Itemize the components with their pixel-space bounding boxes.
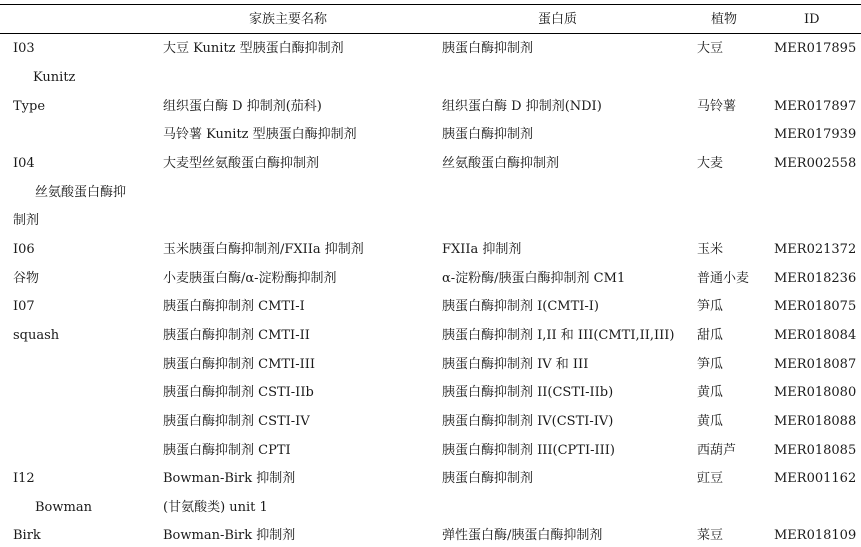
name-cell: 组织蛋白酶 D 抑制剂(茄科) — [163, 99, 322, 114]
id-cell: MER002558 — [774, 156, 857, 171]
protein-cell: 组织蛋白酶 D 抑制剂(NDI) — [442, 99, 602, 114]
id-cell: MER018236 — [774, 271, 857, 286]
id-cell: MER018109 — [774, 528, 857, 543]
name-cell: 胰蛋白酶抑制剂 CSTI-IIb — [163, 385, 314, 400]
id-cell: MER018084 — [774, 328, 857, 343]
name-cell: Bowman-Birk 抑制剂 — [163, 471, 296, 486]
id-cell: MER017897 — [774, 99, 857, 114]
name-cell: 胰蛋白酶抑制剂 CPTI — [163, 443, 291, 458]
header-protein: 蛋白质 — [538, 12, 578, 27]
id-cell: MER018085 — [774, 443, 857, 458]
table-top-rule — [0, 4, 861, 5]
protein-cell: 胰蛋白酶抑制剂 II(CSTI-IIb) — [442, 385, 614, 400]
family-cell: Birk — [13, 528, 41, 543]
name-cell: 小麦胰蛋白酶/α-淀粉酶抑制剂 — [163, 271, 337, 286]
id-cell: MER018088 — [774, 414, 857, 429]
family-cell: I03 — [13, 41, 35, 56]
family-cell: 制剂 — [13, 213, 40, 228]
plant-cell: 笋瓜 — [697, 357, 724, 372]
protein-cell: 弹性蛋白酶/胰蛋白酶抑制剂 — [442, 528, 603, 543]
plant-cell: 菜豆 — [697, 528, 724, 543]
id-cell: MER018075 — [774, 299, 857, 314]
family-cell: Kunitz — [33, 70, 76, 85]
family-cell: 谷物 — [13, 271, 40, 286]
protein-cell: 胰蛋白酶抑制剂 IV(CSTI-IV) — [442, 414, 614, 429]
plant-cell: 甜瓜 — [697, 328, 724, 343]
family-cell: Type — [13, 99, 46, 114]
protein-cell: 胰蛋白酶抑制剂 — [442, 471, 534, 486]
family-cell: 丝氨酸蛋白酶抑 — [35, 185, 127, 200]
id-cell: MER018080 — [774, 385, 857, 400]
id-cell: MER001162 — [774, 471, 857, 486]
table-header-rule — [0, 33, 861, 34]
plant-cell: 马铃薯 — [697, 99, 737, 114]
plant-cell: 西葫芦 — [697, 443, 737, 458]
family-cell: I04 — [13, 156, 35, 171]
protein-cell: 丝氨酸蛋白酶抑制剂 — [442, 156, 560, 171]
protein-cell: FXIIa 抑制剂 — [442, 242, 522, 257]
id-cell: MER017939 — [774, 127, 857, 142]
family-cell: I12 — [13, 471, 35, 486]
family-cell: I07 — [13, 299, 35, 314]
name-cell: 马铃薯 Kunitz 型胰蛋白酶抑制剂 — [163, 127, 357, 142]
id-cell: MER021372 — [774, 242, 857, 257]
plant-cell: 玉米 — [697, 242, 724, 257]
header-name: 家族主要名称 — [249, 12, 328, 27]
protein-cell: 胰蛋白酶抑制剂 — [442, 41, 534, 56]
name-cell: 大麦型丝氨酸蛋白酶抑制剂 — [163, 156, 320, 171]
plant-cell: 黄瓜 — [697, 385, 724, 400]
name-cell: 大豆 Kunitz 型胰蛋白酶抑制剂 — [163, 41, 344, 56]
protein-cell: 胰蛋白酶抑制剂 I,II 和 III(CMTI,II,III) — [442, 328, 675, 343]
id-cell: MER018087 — [774, 357, 857, 372]
family-cell: I06 — [13, 242, 35, 257]
protein-cell: α-淀粉酶/胰蛋白酶抑制剂 CM1 — [442, 271, 626, 286]
family-cell: squash — [13, 328, 60, 343]
plant-cell: 大豆 — [697, 41, 724, 56]
header-plant: 植物 — [711, 12, 738, 27]
protein-cell: 胰蛋白酶抑制剂 — [442, 127, 534, 142]
plant-cell: 大麦 — [697, 156, 724, 171]
name-cell: Bowman-Birk 抑制剂 — [163, 528, 296, 543]
header-id: ID — [804, 12, 820, 27]
name-cell: 胰蛋白酶抑制剂 CMTI-III — [163, 357, 315, 372]
protein-cell: 胰蛋白酶抑制剂 I(CMTI-I) — [442, 299, 600, 314]
plant-cell: 黄瓜 — [697, 414, 724, 429]
name-cell: 玉米胰蛋白酶抑制剂/FXIIa 抑制剂 — [163, 242, 364, 257]
plant-cell: 豇豆 — [697, 471, 724, 486]
id-cell: MER017895 — [774, 41, 857, 56]
protein-cell: 胰蛋白酶抑制剂 III(CPTI-III) — [442, 443, 615, 458]
plant-cell: 笋瓜 — [697, 299, 724, 314]
protein-cell: 胰蛋白酶抑制剂 IV 和 III — [442, 357, 589, 372]
name-cell: 胰蛋白酶抑制剂 CMTI-I — [163, 299, 305, 314]
name-cell: (甘氨酸类) unit 1 — [163, 500, 268, 515]
name-cell: 胰蛋白酶抑制剂 CSTI-IV — [163, 414, 310, 429]
name-cell: 胰蛋白酶抑制剂 CMTI-II — [163, 328, 310, 343]
family-cell: Bowman — [35, 500, 92, 515]
plant-cell: 普通小麦 — [697, 271, 750, 286]
